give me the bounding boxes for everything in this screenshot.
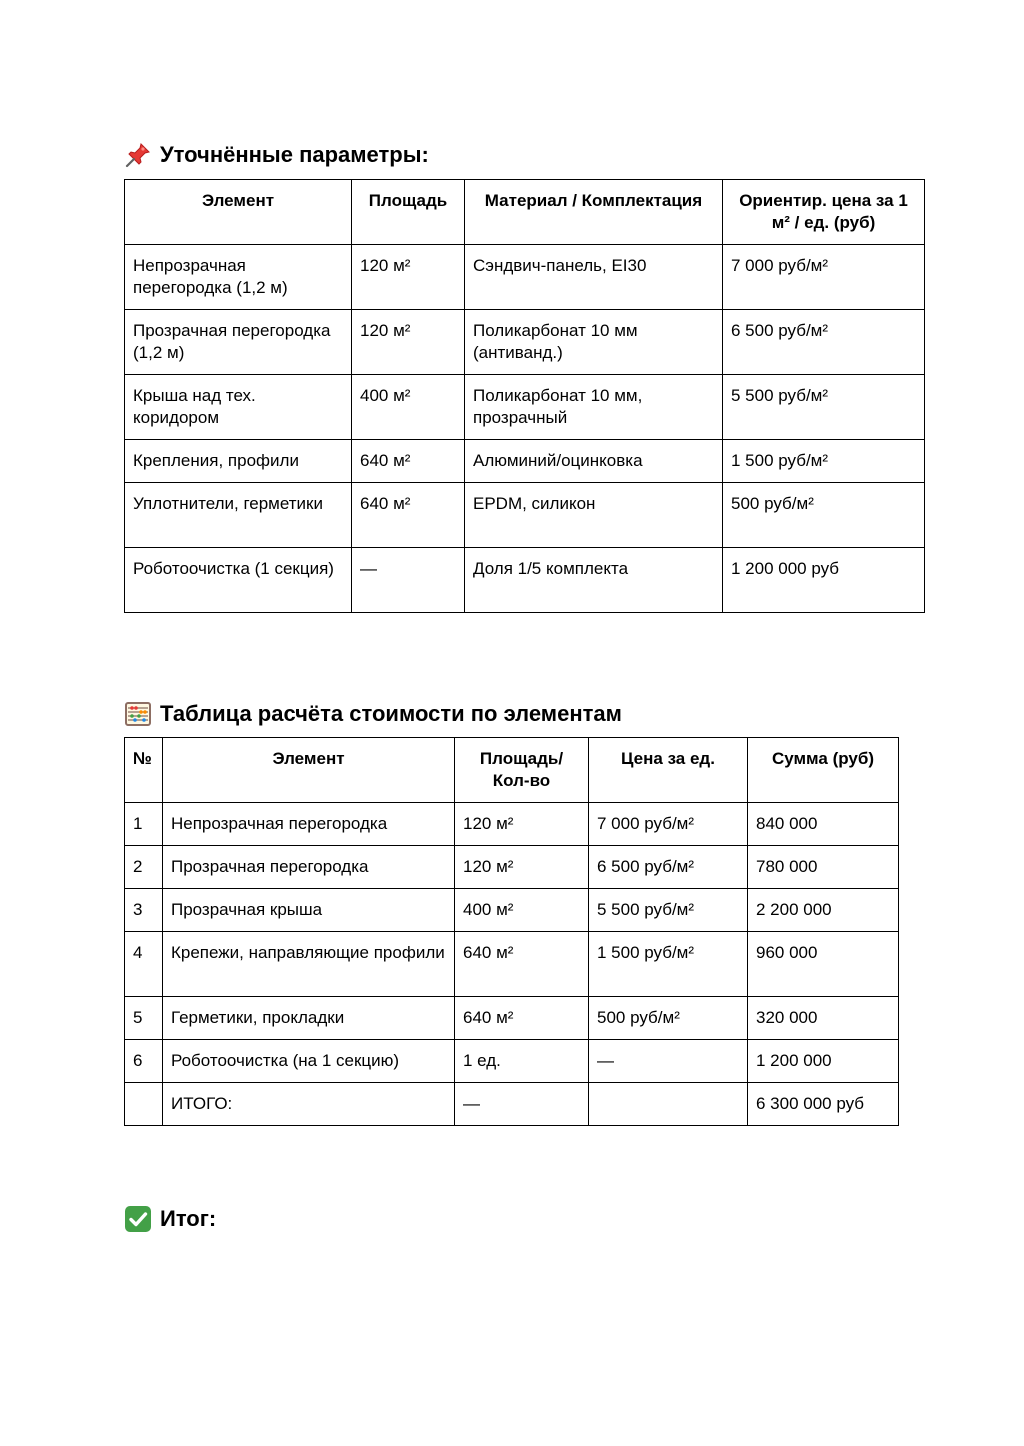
column-header: № — [125, 738, 163, 803]
table-cell: Поликарбонат 10 мм, прозрачный — [465, 375, 723, 440]
table-cell: 4 — [125, 932, 163, 997]
table-cell: 1 500 руб/м² — [723, 440, 925, 483]
table-cell: — — [352, 548, 465, 613]
total-label: ИТОГО: — [163, 1083, 455, 1126]
cost-table — [124, 737, 899, 1126]
table-row — [125, 997, 899, 1040]
abacus-icon — [124, 700, 152, 728]
table-cell: 120 м² — [352, 310, 465, 375]
table-cell — [589, 1083, 748, 1126]
table-cell: 780 000 — [748, 846, 899, 889]
table-cell: 500 руб/м² — [589, 997, 748, 1040]
table-row — [125, 310, 925, 375]
table-cell: 2 — [125, 846, 163, 889]
table-cell: 5 — [125, 997, 163, 1040]
table-cell: Уплотнители, герметики — [125, 483, 352, 548]
section-heading-cost-table — [124, 700, 622, 728]
table-header-row — [125, 180, 925, 245]
table-cell: 960 000 — [748, 932, 899, 997]
table-cell: Роботоочистка (на 1 секцию) — [163, 1040, 455, 1083]
table-cell: 3 — [125, 889, 163, 932]
table-header-row — [125, 738, 899, 803]
table-cell: 840 000 — [748, 803, 899, 846]
column-header: Площадь/ Кол-во — [455, 738, 589, 803]
table-cell: Прозрачная перегородка — [163, 846, 455, 889]
section-title: Итог: — [160, 1206, 217, 1231]
table-row — [125, 440, 925, 483]
table-cell: 6 — [125, 1040, 163, 1083]
check-mark-icon — [124, 1205, 152, 1233]
column-header: Ориентир. цена за 1 м² / ед. (руб) — [723, 180, 925, 245]
table-row — [125, 846, 899, 889]
table-row — [125, 548, 925, 613]
table-row — [125, 375, 925, 440]
table-cell: 7 000 руб/м² — [723, 245, 925, 310]
table-cell: 640 м² — [455, 932, 589, 997]
table-row — [125, 245, 925, 310]
table-cell: Сэндвич-панель, EI30 — [465, 245, 723, 310]
column-header: Материал / Комплектация — [465, 180, 723, 245]
table-cell: Крыша над тех. коридором — [125, 375, 352, 440]
table-cell: 2 200 000 — [748, 889, 899, 932]
table-cell: 5 500 руб/м² — [589, 889, 748, 932]
table-cell: Алюминий/оцинковка — [465, 440, 723, 483]
table-cell: — — [589, 1040, 748, 1083]
table-cell: 1 200 000 руб — [723, 548, 925, 613]
section-title: Таблица расчёта стоимости по элементам — [160, 701, 622, 726]
table-row — [125, 889, 899, 932]
table-cell: 120 м² — [455, 846, 589, 889]
table-cell: 6 500 руб/м² — [723, 310, 925, 375]
table-cell: — — [455, 1083, 589, 1126]
table-cell: 1 — [125, 803, 163, 846]
table-cell: 400 м² — [455, 889, 589, 932]
column-header: Площадь — [352, 180, 465, 245]
table-row — [125, 483, 925, 548]
table-cell: 120 м² — [455, 803, 589, 846]
table-cell: 640 м² — [352, 440, 465, 483]
pushpin-icon — [124, 141, 152, 169]
parameters-table — [124, 179, 925, 613]
table-cell: 320 000 — [748, 997, 899, 1040]
table-cell: 1 500 руб/м² — [589, 932, 748, 997]
table-cell: Непрозрачная перегородка — [163, 803, 455, 846]
table-row — [125, 803, 899, 846]
section-heading-parameters — [124, 141, 429, 169]
table-cell: Крепежи, направляющие профили — [163, 932, 455, 997]
column-header: Элемент — [125, 180, 352, 245]
table-cell: EPDM, силикон — [465, 483, 723, 548]
table-cell: Роботоочистка (1 секция) — [125, 548, 352, 613]
table-cell: Доля 1/5 комплекта — [465, 548, 723, 613]
total-value: 6 300 000 руб — [748, 1083, 899, 1126]
table-cell: Непрозрачная перегородка (1,2 м) — [125, 245, 352, 310]
table-cell: 120 м² — [352, 245, 465, 310]
table-cell — [125, 1083, 163, 1126]
table-cell: 640 м² — [352, 483, 465, 548]
table-cell: 500 руб/м² — [723, 483, 925, 548]
table-cell: Герметики, прокладки — [163, 997, 455, 1040]
table-cell: 640 м² — [455, 997, 589, 1040]
table-cell: 400 м² — [352, 375, 465, 440]
section-title: Уточнённые параметры: — [160, 142, 429, 167]
table-row — [125, 1040, 899, 1083]
table-cell: 5 500 руб/м² — [723, 375, 925, 440]
table-cell: 6 500 руб/м² — [589, 846, 748, 889]
table-cell: 7 000 руб/м² — [589, 803, 748, 846]
column-header: Цена за ед. — [589, 738, 748, 803]
table-cell: Прозрачная перегородка (1,2 м) — [125, 310, 352, 375]
table-total-row — [125, 1083, 899, 1126]
table-cell: 1 200 000 — [748, 1040, 899, 1083]
section-heading-summary — [124, 1205, 216, 1233]
table-cell: Поликарбонат 10 мм (антиванд.) — [465, 310, 723, 375]
table-row — [125, 932, 899, 997]
column-header: Сумма (руб) — [748, 738, 899, 803]
table-cell: Прозрачная крыша — [163, 889, 455, 932]
table-cell: 1 ед. — [455, 1040, 589, 1083]
table-cell: Крепления, профили — [125, 440, 352, 483]
column-header: Элемент — [163, 738, 455, 803]
